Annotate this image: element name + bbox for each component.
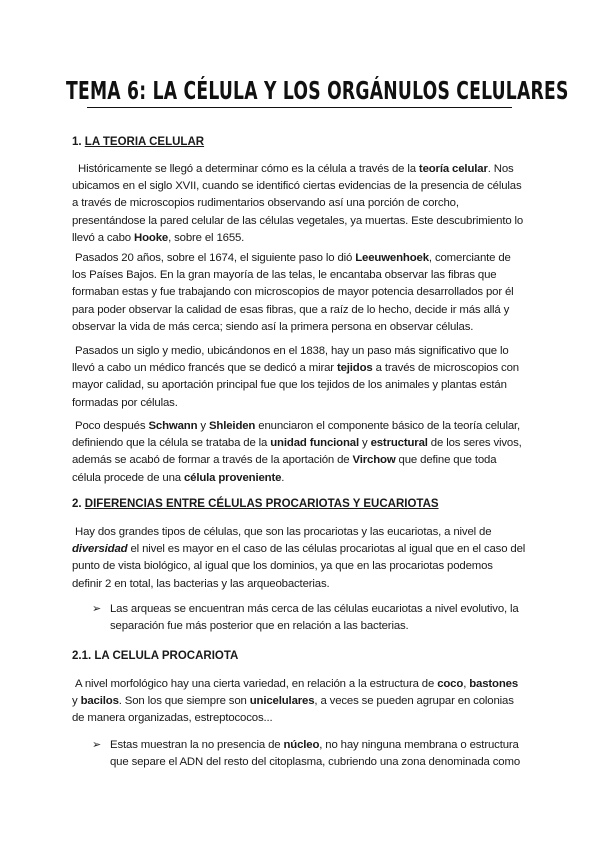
p3-line-3: mayor calidad, su aportación principal fue que los tejidos de los animales y plantas están <box>72 379 507 392</box>
p5-line-4: definir 2 en total, las bacterias y las arqueobacterias. <box>72 577 330 590</box>
b2-l1a: Estas muestran la no presencia de <box>110 739 284 751</box>
section-1-number: 1. <box>72 136 82 148</box>
p4-l3a: además se acabó de formar a través de la aportación de <box>72 454 353 467</box>
p6-l1b: coco <box>437 678 464 690</box>
p3-l1: Pasados un siglo y medio, ubicándonos en el 1838, hay un paso más significativo que lo <box>75 345 509 357</box>
p2-l1a: Pasados 20 años, sobre el 1674, el siguiente paso lo dió <box>75 252 356 264</box>
p1-line-4: presentándose la pared celular de las células vegetales, ya muertas. Este descubrimiento lo <box>72 214 524 227</box>
p4-line-3 <box>72 452 532 469</box>
p2-line-1 <box>72 250 532 267</box>
p6-l1c: , <box>463 678 470 690</box>
p3-l2a: llevó a cabo un médico francés que se dedicó a mirar <box>72 362 337 375</box>
p5-l2b: el nivel es mayor en el caso de las células procariotas al igual que en el caso del <box>127 543 526 556</box>
p3-l2c: a través de microscopios con <box>372 362 519 375</box>
section-2-heading <box>72 496 439 512</box>
p6-line-2 <box>72 693 532 710</box>
section-2-number: 2. <box>72 498 82 510</box>
section-2-title: DIFERENCIAS ENTRE CÉLULAS PROCARIOTAS Y EUCARIOTAS <box>84 498 439 510</box>
p5-line-3: punto de vista biológico, al igual que los dominios, ya que en las procariotas podemos <box>72 560 493 573</box>
p4-l2b: unidad funcional <box>270 437 359 450</box>
p1-l1c: . Nos <box>487 163 514 175</box>
p1-line-1 <box>72 161 532 178</box>
p4-l1b: Schwann <box>148 420 198 432</box>
p4-l4c: . <box>281 471 285 484</box>
p1-l5a: llevó a cabo <box>72 231 135 244</box>
p4-l1e: enunciaron el componente básico de la teoría celular, <box>255 420 521 432</box>
p2-l1b: Leeuwenhoek <box>355 252 429 264</box>
p5-l1: Hay dos grandes tipos de células, que son las procariotas y las eucariotas, a nivel de <box>75 526 492 538</box>
paragraph-4 <box>72 418 532 487</box>
p6-l2a: y <box>72 695 81 708</box>
p6-line-1 <box>72 676 532 693</box>
p1-line-2: ubicamos en el siglo XVII, cuando se identificó ciertas evidencias de la presencia de células <box>72 180 522 193</box>
p1-l5c: , sobre el 1655. <box>168 231 245 244</box>
p3-l2b: tejidos <box>336 362 373 375</box>
p6-l2d: unicelulares <box>249 695 315 708</box>
bullet-2-line-2: que separe el ADN del resto del citoplasma, cubriendo una zona denominada como <box>110 756 521 769</box>
paragraph-5 <box>72 524 532 593</box>
p5-line-1 <box>72 524 532 541</box>
b2-l1c: , no hay ninguna membrana o estructura <box>319 739 519 751</box>
p1-l5b: Hooke <box>134 231 169 244</box>
p6-l1a: A nivel morfológico hay una cierta variedad, en relación a la estructura de <box>75 678 438 690</box>
p5-line-2 <box>72 541 532 558</box>
section-1-title: LA TEORIA CELULAR <box>84 136 205 148</box>
p4-line-2 <box>72 435 532 452</box>
page-title: TEMA 6: LA CÉLULA Y LOS ORGÁNULOS CELULARES <box>66 76 569 105</box>
p4-l2c: y <box>358 437 371 450</box>
title-underline <box>87 107 512 108</box>
p5-l2a: diversidad <box>72 543 128 556</box>
bullet-1-line-1: Las arqueas se encuentran más cerca de las células eucariotas a nivel evolutivo, la <box>110 603 519 615</box>
p4-l1d: Shleiden <box>208 420 256 432</box>
p2-line-2: los Países Bajos. En la gran mayoría de las telas, le encantaba observar las fibras que <box>72 269 497 282</box>
p4-l1c: y <box>197 420 209 432</box>
p4-l1a: Poco después <box>75 420 149 432</box>
p4-line-4 <box>72 470 532 487</box>
p6-l2c: . Son los que siempre son <box>118 695 250 708</box>
bullet-2-line-1 <box>110 737 532 754</box>
p2-l1c: , comerciante de <box>428 252 511 264</box>
p3-line-2 <box>72 360 532 377</box>
p6-l2b: bacilos <box>80 695 119 708</box>
paragraph-2 <box>72 250 532 336</box>
p4-l4b: célula proveniente <box>183 471 282 484</box>
paragraph-1 <box>72 161 532 247</box>
bullet-1-line-2: separación fue más posterior que en relación a las bacterias. <box>110 620 409 633</box>
arrow-bullet-icon: ➢ <box>92 603 102 615</box>
p1-line-3: a través de microscopios rudimentarios observando así una porción de corcho, <box>72 197 459 210</box>
p4-line-1 <box>72 418 532 435</box>
p6-l1d: bastones <box>469 678 519 690</box>
p2-line-3: formaban estas y fue trabajando con microscopios de mayor potencia desarrollados por él <box>72 286 514 299</box>
section-1-heading <box>72 134 204 150</box>
p4-l4a: célula procede de una <box>72 471 184 484</box>
p4-l3c: que define que toda <box>395 454 497 467</box>
bullet-2 <box>92 737 532 771</box>
p6-l2e: , a veces se pueden agrupar en colonias <box>314 695 514 708</box>
arrow-bullet-icon: ➢ <box>92 739 102 751</box>
b2-l1b: núcleo <box>283 739 320 751</box>
paragraph-6 <box>72 676 532 728</box>
p6-line-3: de manera organizadas, estreptococos... <box>72 712 273 725</box>
p2-line-5: observar la vida de más cerca; siendo así la primera persona en observar células. <box>72 320 474 333</box>
p4-l2a: definiendo que la célula se trataba de la <box>72 437 271 450</box>
p4-l2e: de los seres vivos, <box>427 437 522 450</box>
bullet-1 <box>92 601 532 635</box>
p1-l1b: teoría celular <box>418 163 488 175</box>
p1-line-5 <box>72 230 532 247</box>
p4-l3b: Virchow <box>352 454 396 467</box>
p3-line-1 <box>72 343 532 360</box>
section-2-1-heading: 2.1. LA CELULA PROCARIOTA <box>72 650 239 662</box>
p2-line-4: para poder observar la calidad de esas fibras, que a raíz de lo hecho, decide ir más allá y <box>72 303 510 316</box>
p3-line-4: formadas por células. <box>72 396 178 409</box>
p4-l2d: estructural <box>370 437 428 450</box>
p1-l1a: Históricamente se llegó a determinar cómo es la célula a través de la <box>78 163 419 175</box>
paragraph-3 <box>72 343 532 412</box>
